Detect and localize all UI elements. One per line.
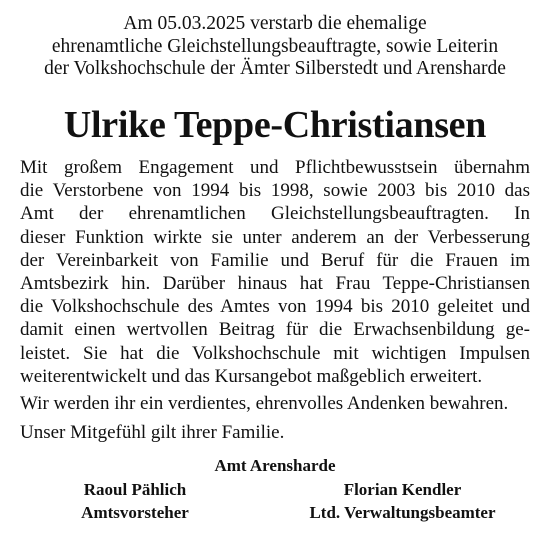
remembrance-text: Wir werden ihr ein verdientes, ehrenvolles Andenken bewahren. [20,393,509,414]
tribute-paragraph [20,156,530,388]
signatory-right-title: Ltd. Verwaltungsbeamter [309,503,496,522]
tribute-line: weiterentwickelt und das Kursangebot maßgeblich erweitert. [20,365,483,387]
signatory-left-title: Amtsvorsteher [81,503,189,522]
tribute-line: die Verstorbene von 1994 bis 1998, sowie 2003 bis 2010 das [20,180,530,202]
signatory-left-name: Raoul Pählich [83,480,187,499]
intro-text [20,13,530,81]
tribute-line: Mit großem Engagement und Pflichtbewusstsein übernahm [20,157,530,178]
condolence-text: Unser Mitgefühl gilt ihrer Familie. [20,422,285,443]
tribute-line: Amt der ehrenamtlichen Gleichstellungsbeauftragten. In [20,203,530,225]
intro-line: ehrenamtliche Gleichstellungsbeauftragte, sowie Leiterin [51,35,499,57]
signing-organization: Amt Arensharde [214,456,336,475]
tribute-line: damit einen wertvollen Beitrag für die Erwachsenbildung ge- [20,319,530,341]
tribute-line: dieser Funktion wirkte sie unter anderem an der Verbesserung [20,226,530,248]
intro-line: der Volkshochschule der Ämter Silberstedt und Arensharde [44,58,506,79]
tribute-line: Amtsbezirk hin. Darüber hinaus hat Frau Teppe-Christiansen [20,272,530,294]
tribute-line: leistet. Sie hat die Volkshochschule mit wichtigen Impulsen [20,342,530,364]
tribute-line: die Volkshochschule des Amtes von 1994 bis 2010 geleitet und [20,296,530,318]
signatory-right-name: Florian Kendler [343,480,462,499]
intro-line: Am 05.03.2025 verstarb die ehemalige [123,13,427,34]
deceased-name: Ulrike Teppe-Christiansen [63,104,487,146]
tribute-line: der Vereinbarkeit von Familie und Beruf für die Frauen im [20,249,530,271]
